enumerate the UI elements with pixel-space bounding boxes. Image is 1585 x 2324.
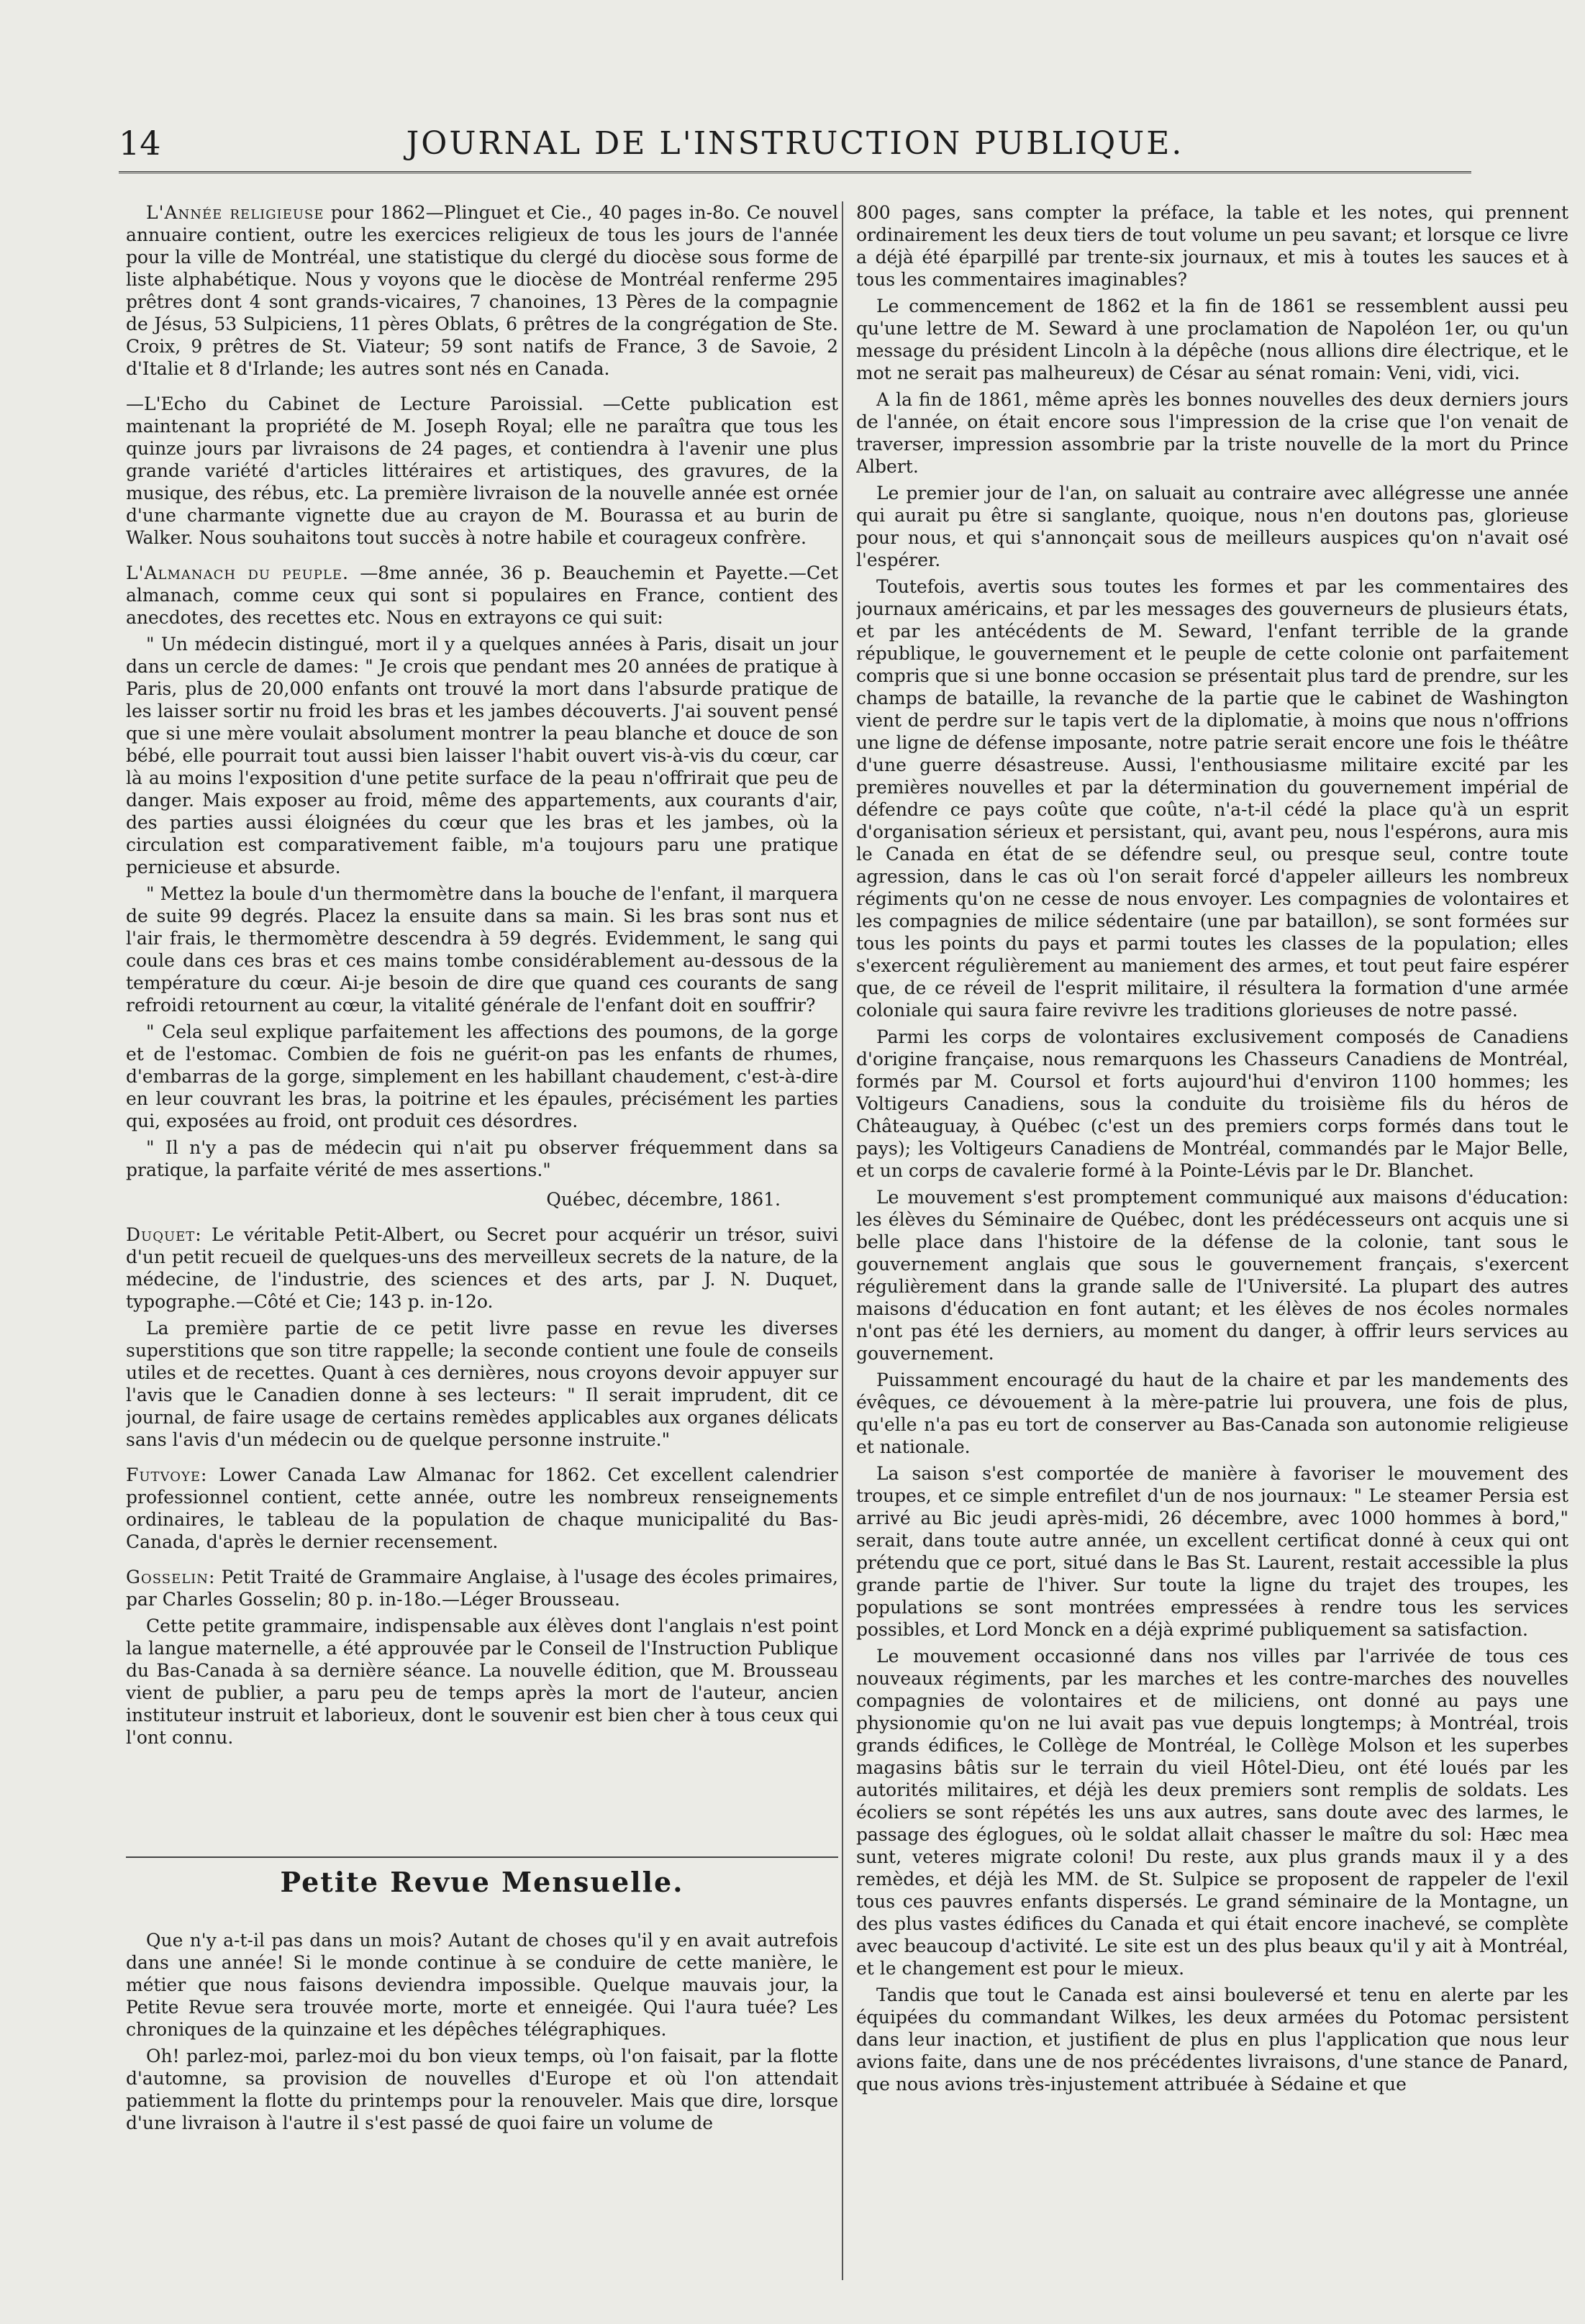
revue-paragraph: Le commencement de 1862 et la fin de 1861 se ressemblent aussi peu qu'une lettre de M. Seward à une proclamation de Napoléon 1er, ou qu'un message du président Lincoln à la dépêche (nous allions dire électrique, et le mot ne serait pas malheureux) de César au sénat romain: Veni, vidi, vici. (856, 296, 1568, 383)
revue-paragraph: Tandis que tout le Canada est ainsi bouleversé et tenu en alerte par les équipées du commandant Wilkes, les deux armées du Potomac persistent dans leur inaction, et justifient de plus en plus l'application que nous leur avions faite, dans une de nos précédentes livraisons, d'une stance de Panard, que nous avions très-injustement attribuée à Sédaine et que (856, 1984, 1568, 2095)
article-text: Cette petite grammaire, indispensable aux élèves dont l'anglais n'est point la langue maternelle, a été approuvée par le Conseil de l'Instruction Publique du Bas-Canada à sa dernière séance. La nouvelle édition, que M. Brousseau vient de publier, a paru peu de temps après la mort de l'auteur, ancien instituteur instruit et laborieux, dont le souvenir est bien cher à tous ceux qui l'ont connu. (126, 1616, 838, 1748)
revue-paragraph: La saison s'est comportée de manière à favoriser le mouvement des troupes, et ce simple entrefilet d'un de nos journaux: " Le steamer Persia est arrivé au Bic jeudi après-midi, 26 décembre, avec 1000 hommes à bord," serait, dans toute autre année, un excellent certificat donné à ceux qui ont prétendu que ce port, situé dans le Bas St. Laurent, restait accessible la plus grande partie de l'hiver. Sur toute la ligne du trajet des troupes, les populations se sont montrées empressées à rendre tous les services possibles, et Lord Monck en a déjà exprimé publiquement sa satisfaction. (856, 1463, 1568, 1640)
page-number: 14 (119, 124, 161, 163)
article-gosselin (126, 1566, 838, 1610)
article-text: Le véritable Petit-Albert, ou Secret pour acquérir un trésor, suivi d'un petit recueil de quelques-uns des merveilleux secrets de la nature, de la médecine, de l'industrie, des sciences et des arts, par J. N. Duquet, typographe.—Côté et Cie; 143 p. in-12o. (126, 1224, 838, 1312)
article-almanach (126, 562, 838, 629)
revue-paragraph: Le mouvement s'est promptement communiqué aux maisons d'éducation: les élèves du Séminaire de Québec, dont les prédécesseurs ont acquis une si belle place dans l'histoire de la défense de la colonie, tant sous le gouvernement anglais que sous le gouvernement français, s'exercent régulièrement dans la grande salle de l'Université. La plupart des autres maisons d'éducation en font autant; et les élèves de nos écoles normales n'ont pas été les derniers, au moment du danger, à offrir leurs services au gouvernement. (856, 1187, 1568, 1364)
article-lead: —L'Echo du Cabinet de Lecture Paroissial. (126, 393, 583, 414)
article-duquet (126, 1223, 838, 1313)
article-lead: Futvoye: (126, 1464, 208, 1485)
article-text: Petit Traité de Grammaire Anglaise, à l'usage des écoles primaires, par Charles Gosselin; 80 p. in-18o.—Léger Brousseau. (126, 1567, 838, 1610)
article-text: La première partie de ce petit livre passe en revue les diverses superstitions que son titre rappelle; la seconde contient une foule de conseils utiles et de recettes. Quant à ces dernières, nous croyons devoir appuyer sur l'avis que le Canadien donne à ses lecteurs: " Il serait imprudent, dit ce journal, de faire usage de certains remèdes applicables aux organes délicats sans l'avis d'un médecin ou de quelque personne instruite." (126, 1318, 838, 1450)
revue-paragraph: Oh! parlez-moi, parlez-moi du bon vieux temps, où l'on faisait, par la flotte d'automne, sa provision de nouvelles d'Europe et où l'on attendait patiemment la flotte du printemps pour la renouveler. Mais que dire, lorsque d'une livraison à l'autre il s'est passé de quoi faire un volume de (126, 2046, 838, 2133)
article-annee-religieuse (126, 201, 838, 380)
almanach-signoff: Québec, décembre, 1861. (546, 1189, 781, 1210)
left-column (126, 201, 838, 2302)
right-column (856, 201, 1568, 2302)
article-echo-cabinet (126, 393, 838, 549)
revue-paragraph: Le premier jour de l'an, on saluait au contraire avec allégresse une année qui aurait pu être si sanglante, quoique, nous n'en doutons pas, glorieuse pour nous, et qui s'annonçait sous de meilleurs auspices qu'on n'avait osé l'espérer. (856, 483, 1568, 570)
article-futvoye (126, 1464, 838, 1553)
page-header (119, 121, 1471, 173)
almanach-quote: " Il n'y a pas de médecin qui n'ait pu observer fréquemment dans sa pratique, la parfaite vérité de mes assertions." (126, 1137, 838, 1180)
article-text: —Cette publication est maintenant la propriété de M. Joseph Royal; elle ne paraîtra que tous les quinze jours par livraisons de 24 pages, et contiendra à l'avenir une plus grande variété d'articles littéraires et artistiques, des gravures, de la musique, des rébus, etc. La première livraison de la nouvelle année est ornée d'une charmante vignette due au crayon de M. Bourassa et au burin de Walker. Nous souhaitons tout succès à notre habile et courageux confrère. (126, 393, 838, 548)
revue-paragraph: Puissamment encouragé du haut de la chaire et par les mandements des évêques, ce dévouement à la mère-patrie lui prouvera, une fois de plus, qu'elle n'a pas eu tort de conserver au Bas-Canada son autonomie religieuse et nationale. (856, 1370, 1568, 1457)
article-text: —8me année, 36 p. Beauchemin et Payette.—Cet almanach, comme ceux qui sont si populaires en France, contient des anecdotes, des recettes etc. Nous en extrayons ce qui suit: (126, 562, 838, 628)
revue-paragraph: Parmi les corps de volontaires exclusivement composés de Canadiens d'origine française, nous remarquons les Chasseurs Canadiens de Montréal, formés par M. Coursol et forts aujourd'hui d'environ 1100 hommes; les Voltigeurs Canadiens, sous la conduite du troisième fils du héros de Châteauguay, à Québec (c'est un des premiers corps formés dans tout le pays); les Voltigeurs Canadiens de Montréal, commandés par le Major Belle, et un corps de cavalerie formé à la Pointe-Lévis par le Dr. Blanchet. (856, 1026, 1568, 1181)
journal-title: JOURNAL DE L'INSTRUCTION PUBLIQUE. (406, 125, 1184, 162)
article-lead: Duquet: (126, 1224, 202, 1245)
column-divider (842, 201, 843, 2280)
article-text: pour 1862—Plinguet et Cie., 40 pages in-8o. Ce nouvel annuaire contient, outre les exercices religieux de tous les jours de l'année pour la ville de Montréal, une statistique du clergé du diocèse sous forme de liste alphabétique. Nous y voyons que le diocèse de Montréal renferme 295 prêtres dont 4 sont grands-vicaires, 7 chanoines, 13 Pères de la compagnie de Jésus, 53 Sulpiciens, 11 pères Oblats, 6 prêtres de la congrégation de Ste. Croix, 9 prêtres de St. Viateur; 59 sont natifs de France, 3 de Savoie, 2 d'Italie et 8 d'Irlande; les autres sont nés en Canada. (126, 202, 838, 379)
revue-paragraph: A la fin de 1861, même après les bonnes nouvelles des deux derniers jours de l'année, on était encore sous l'impression de la crise que l'on venait de traverser, impression assombrie par la triste nouvelle de la mort du Prince Albert. (856, 389, 1568, 477)
revue-paragraph: 800 pages, sans compter la préface, la table et les notes, qui prennent ordinairement les deux tiers de tout volume un peu savant; et lorsque ce livre a déjà été éparpillé par trente-six journaux, et mis à toutes les sauces et à tous les commentaires imaginables? (856, 202, 1568, 290)
article-lead: Gosselin: (126, 1567, 216, 1587)
almanach-quote: " Mettez la boule d'un thermomètre dans la bouche de l'enfant, il marquera de suite 99 degrés. Placez la ensuite dans sa main. Si les bras sont nus et l'air frais, le thermomètre descendra à 59 degrés. Evidemment, le sang qui coule dans ces bras et ces mains tombe considérablement au-dessous de la température du cœur. Ai-je besoin de dire que quand ces courants de sang refroidi retournent au cœur, la vitalité générale de l'enfant doit en souffrir? (126, 883, 838, 1016)
article-lead: L'Almanach du peuple. (126, 562, 349, 583)
revue-paragraph: Toutefois, avertis sous toutes les formes et par les commentaires des journaux américains, et par les messages des gouverneurs de plusieurs états, et par les antécédents de M. Seward, l'enfant terrible de la grande république, le gouvernement et le peuple de cette colonie ont parfaitement compris que si une bonne occasion se présentait plus tard de prendre, sur les champs de bataille, la revanche de la partie que le cabinet de Washington vient de perdre sur le tapis vert de la diplomatie, à moins que nous n'offrions une ligne de défense imposante, notre patrie serait encore une fois le théâtre d'une guerre désastreuse. Aussi, l'enthousiasme militaire excité par les premières nouvelles et par la détermination du gouvernement impérial de défendre ce pays coûte que coûte, n'a-t-il cédé la place qu'à un esprit d'organisation sérieux et persistant, qui, avant peu, nous l'espérons, aura mis le Canada en état de se défendre seul, ou presque seul, contre toute agression, dans le cas où l'on serait forcé d'appeler ailleurs les nombreux régiments qu'on ne cesse de nous envoyer. Les compagnies de volontaires et les compagnies de milice sédentaire (une par bataillon), se sont formées sur tous les points du pays et parmi toutes les classes de la population; elles s'exercent régulièrement au maniement des armes, et tout peut faire espérer que, de ce réveil de l'esprit militaire, il résultera la formation d'une armée coloniale qui saura faire revivre les traditions glorieuses de notre passé. (856, 576, 1568, 1021)
revue-paragraph: Que n'y a-t-il pas dans un mois? Autant de choses qu'il y en avait autrefois dans une année! Si le monde continue à se conduire de cette manière, le métier que nous faisons deviendra impossible. Quelque mauvais jour, la Petite Revue sera trouvée morte, morte et enneigée. Qui l'aura tuée? Les chroniques de la quinzaine et les dépêches télégraphiques. (126, 1930, 838, 2040)
article-text: Lower Canada Law Almanac for 1862. Cet excellent calendrier professionnel contient, cette année, outre les nombreux renseignements ordinaires, le tableau de la population de chaque municipalité du Bas-Canada, d'après le dernier recensement. (126, 1464, 838, 1552)
article-lead: L'Année religieuse (146, 202, 324, 223)
revue-paragraph: Le mouvement occasionné dans nos villes par l'arrivée de tous ces nouveaux régiments, par les marches et les contre-marches des nouvelles compagnies de volontaires et de miliciens, ont donné au pays une physionomie qu'on ne lui avait pas vue depuis longtemps; à Montréal, trois grands édifices, le Collège de Montréal, le Collège Molson et les superbes magasins bâtis sur le terrain du vieil Hôtel-Dieu, ont été loués par les autorités militaires, et déjà les deux premiers sont remplis de soldats. Les écoliers se sont répétés les uns aux autres, sans doute avec des larmes, le passage des églogues, où le soldat allait chasser le maître du sol: Hæc mea sunt, veteres migrate coloni! Du reste, aux plus grands maux il y a des remèdes, et déjà les MM. de St. Sulpice se proposent de rappeler de l'exil tous ces pauvres enfants dispersés. Le grand séminaire de la Montagne, un des plus vastes édifices du Canada et qui était encore inachevé, se complète avec beaucoup d'activité. Le site est un des plus beaux qu'il y ait à Montréal, et le changement est pour le mieux. (856, 1646, 1568, 1979)
section-title: Petite Revue Mensuelle. (126, 1856, 838, 1893)
almanach-quote: " Cela seul explique parfaitement les affections des poumons, de la gorge et de l'estomac. Combien de fois ne guérit-on pas les enfants de rhumes, d'embarras de la gorge, simplement en les habillant chaudement, c'est-à-dire en leur couvrant les bras, la poitrine et les épaules, précisément les parties qui, exposées au froid, ont produit ces désordres. (126, 1021, 838, 1131)
almanach-quote: " Un médecin distingué, mort il y a quelques années à Paris, disait un jour dans un cercle de dames: " Je crois que pendant mes 20 années de pratique à Paris, plus de 20,000 enfants ont trouvé la mort dans l'absurde pratique de les laisser sortir nu froid les bras et les jambes découverts. J'ai souvent pensé que si une mère voulait absolument montrer la peau blanche et douce de son bébé, elle pourrait tout aussi bien laisser l'habit ouvert vis-à-vis du cœur, car là au moins l'exposition d'une petite surface de la peau n'offrirait que peu de danger. Mais exposer au froid, même des appartements, aux courants d'air, des parties aussi éloignées du cœur que les bras et les jambes, où la circulation est comparativement faible, m'a toujours paru une pratique pernicieuse et absurde. (126, 634, 838, 878)
